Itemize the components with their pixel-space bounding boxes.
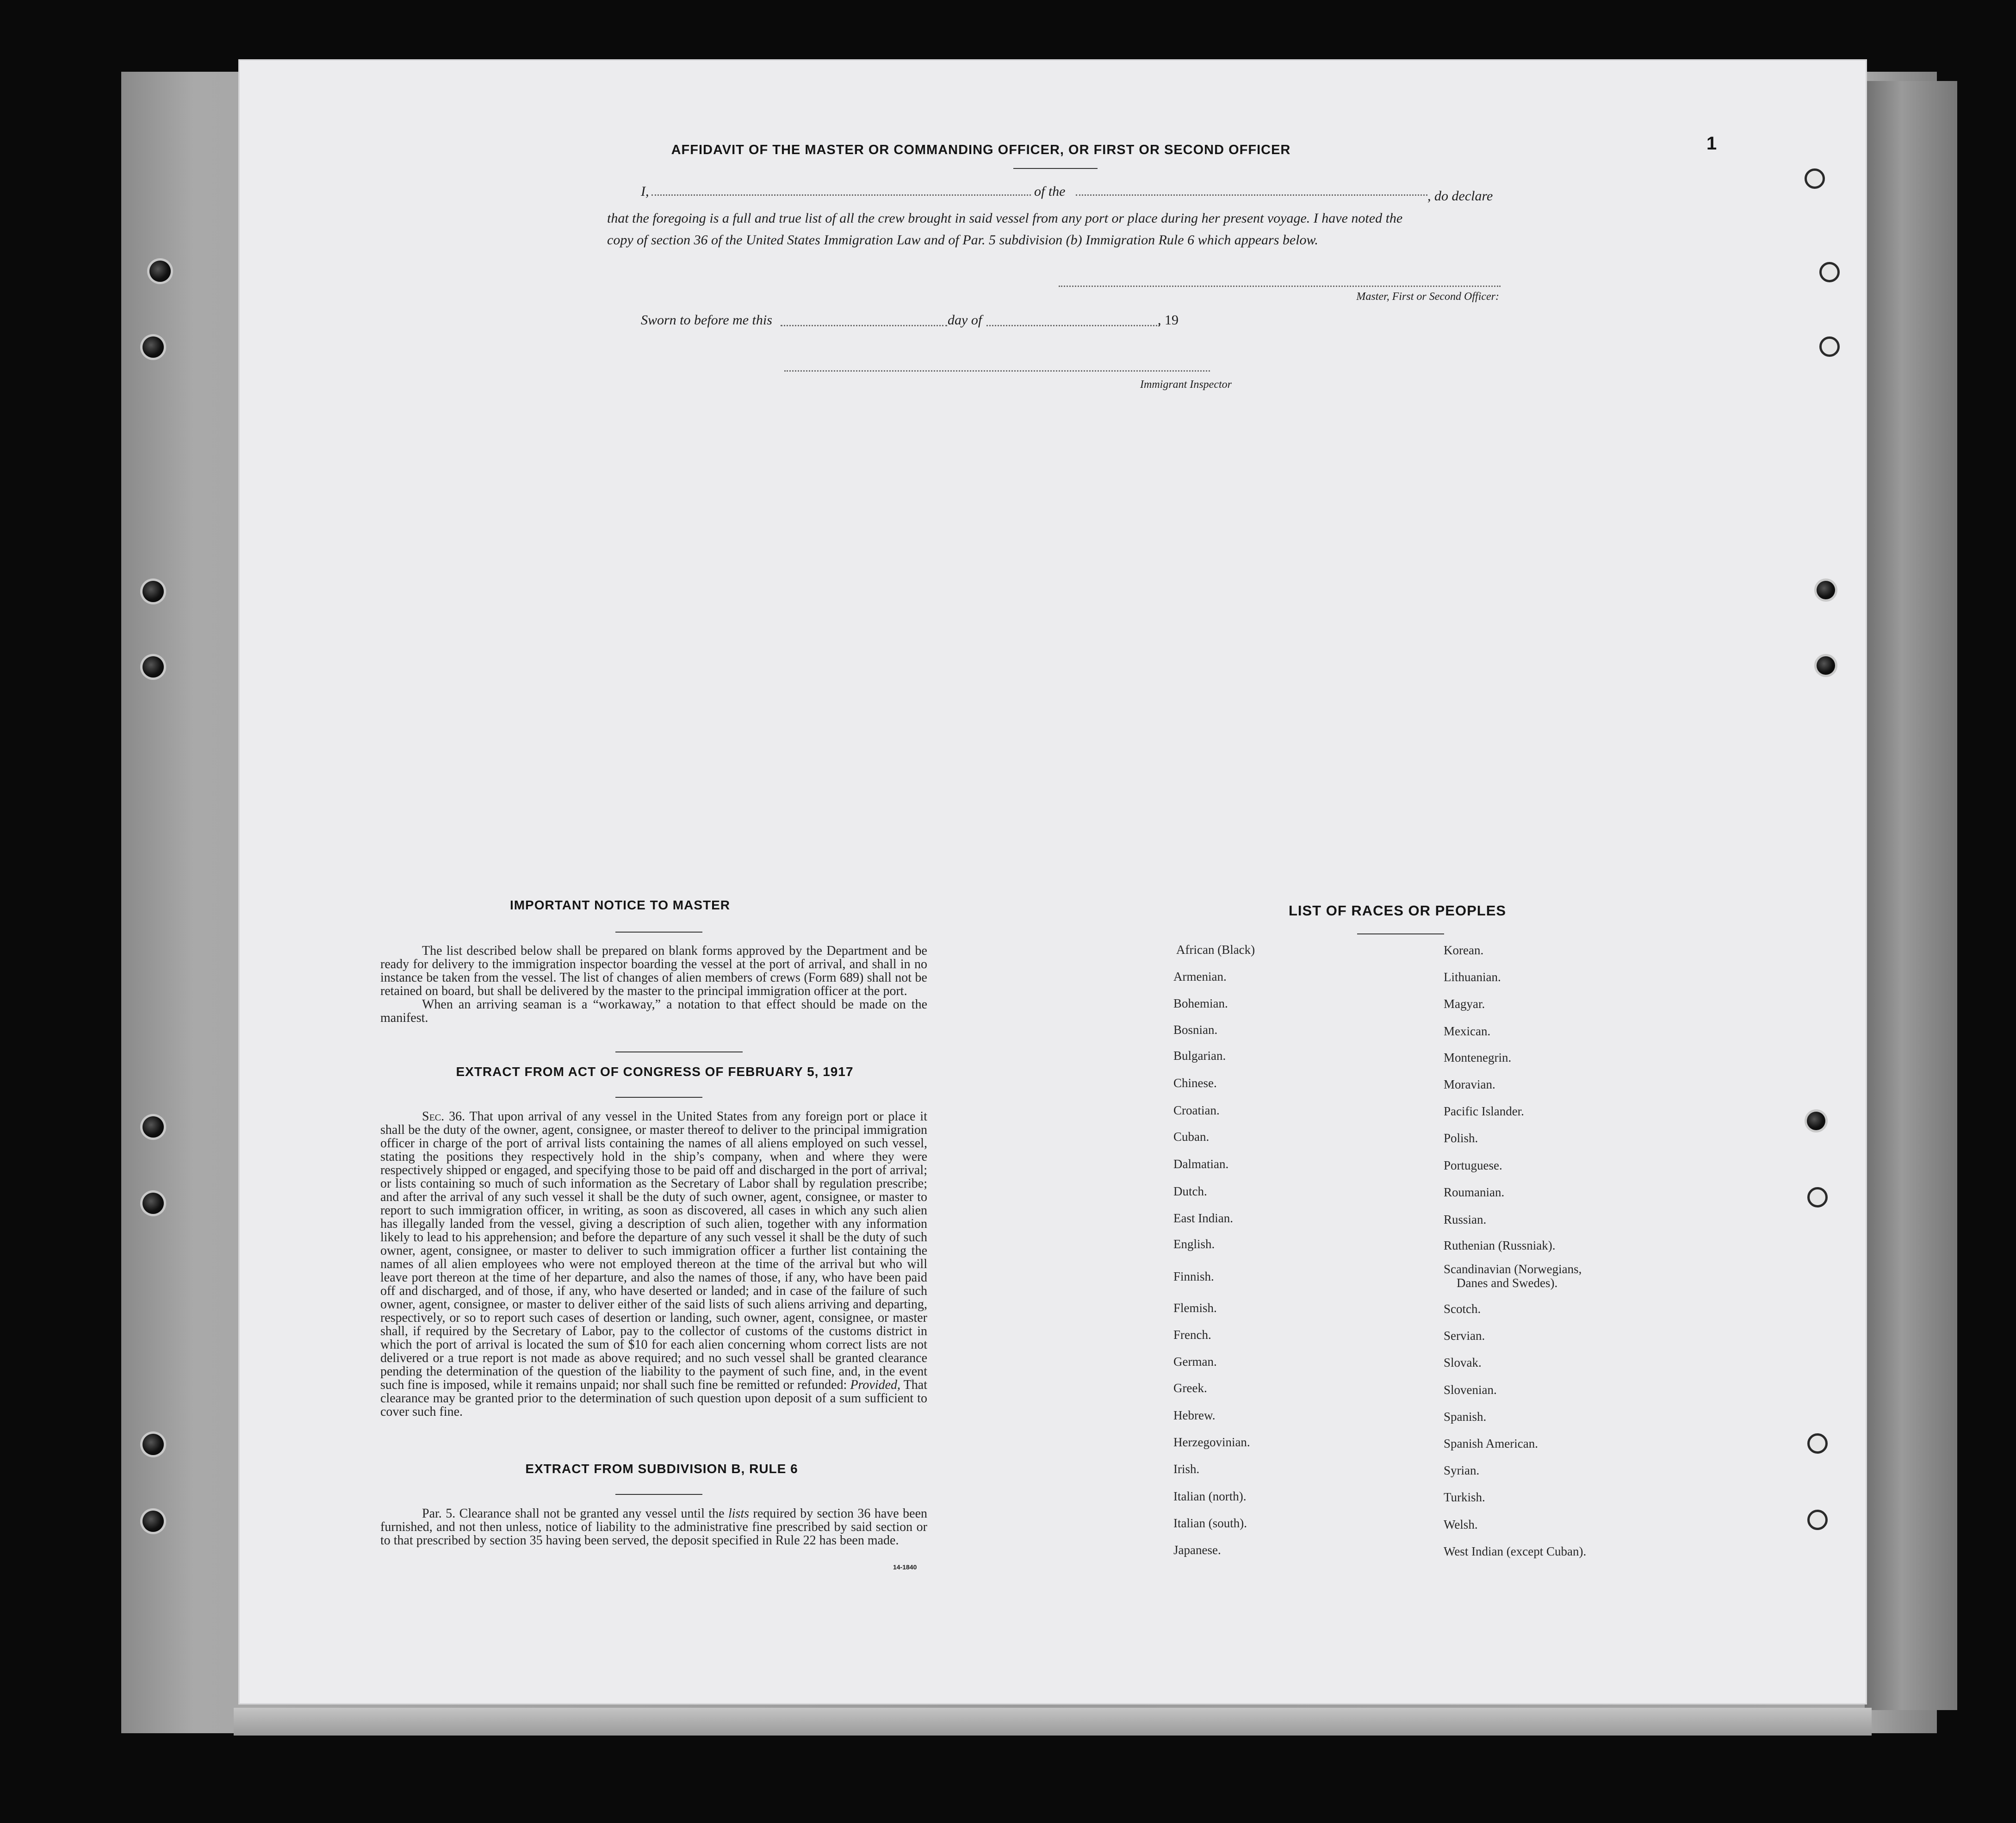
affidavit-i: I, <box>641 184 649 199</box>
extract-rule-title: EXTRACT FROM SUBDIVISION B, RULE 6 <box>525 1462 798 1476</box>
race-left-item: Finnish. <box>1173 1269 1214 1283</box>
race-left-item: Hebrew. <box>1173 1408 1216 1422</box>
form-page <box>238 59 1867 1705</box>
par-5-lists: lists <box>728 1506 750 1521</box>
race-left-item: Flemish. <box>1173 1301 1217 1315</box>
notice-title-rule <box>615 932 702 933</box>
race-left-item: Bulgarian. <box>1173 1049 1226 1063</box>
race-left-item: Armenian. <box>1173 970 1227 983</box>
notice-divider <box>615 1051 743 1052</box>
affidavit-line2: that the foregoing is a full and true list of all the crew brought in said vessel from any port or place during her present voyage. I have noted the <box>607 211 1403 226</box>
race-left-item: Italian (south). <box>1173 1516 1247 1530</box>
master-signature-label: Master, First or Second Officer: <box>1356 291 1499 303</box>
race-left-item: Italian (north). <box>1173 1489 1247 1503</box>
race-right-item: Scotch. <box>1444 1302 1481 1316</box>
race-right-item: Spanish American. <box>1444 1437 1538 1450</box>
binder-hole <box>143 1434 164 1455</box>
race-right-item: Slovenian. <box>1444 1383 1497 1397</box>
affidavit-declare: , do declare <box>1427 188 1493 204</box>
section-36-text: That upon arrival of any vessel in the United States from any foreign port or place it shall be the duty of the owner, agent, consignee, or master thereof to deliver to the principal immigration officer in charge of the port of arrival lists containing the names of all aliens employed on such vessel, stating the positions they respectively hold in the ship’s company, when and where they were respectively shipped or engaged, and specifying those to be paid off and discharged in the port of arrival; or lists containing so much of such information as the Secretary of Labor shall by regulation prescribe; and after the arrival of any such vessel it shall be the duty of such owner, agent, consignee, or master to report to such immigration officer, in writing, as soon as discovered, all cases in which any such alien has illegally landed from the vessel, giving a description of such alien, together with any information likely to lead to his apprehension; and before the departure of any such vessel it shall be the duty of such owner, agent, consignee, or master to deliver to such immigration officer a further list containing the names of all alien employees who were not employed thereon at the time of the arrival but who will leave port thereon at the time of her departure, and also the names of those, if any, who have been paid off and discharged, and of those, if any, who have deserted or landed; and in case of the failure of such owner, agent, consignee, or master to deliver either of the said lists of such aliens arriving and departing, respectively, or so to report such cases of desertion or landing, such owner, agent, consignee, or master shall, if required by the Secretary of Labor, pay to the collector of customs of the customs district in which the port of arrival is located the sum of $10 for each alien concerning whom correct lists are not delivered or a true report is not made as above required; and no such vessel shall be granted clearance pending the determination of the question of the liability to the payment of such fine, and, in the event such fine is imposed, while it remains unpaid; nor shall such fine be remitted or refunded: <box>380 1109 927 1392</box>
race-left-item: African (Black) <box>1176 943 1255 957</box>
section-36-provided: Provided, <box>850 1378 901 1392</box>
races-title-rule <box>1357 933 1444 934</box>
page-hole <box>1807 1187 1828 1207</box>
sworn-year: , 19 <box>1158 312 1179 328</box>
sworn-label: Sworn to before me this <box>641 312 772 328</box>
race-right-item: Lithuanian. <box>1444 970 1501 984</box>
race-left-item: East Indian. <box>1173 1211 1233 1225</box>
page-hole <box>1805 168 1825 189</box>
race-right-item: Turkish. <box>1444 1490 1485 1504</box>
binder-hole <box>143 1193 164 1214</box>
race-right-item: Portuguese. <box>1444 1158 1502 1172</box>
race-right-item: Roumanian. <box>1444 1185 1505 1199</box>
sworn-month-blank[interactable] <box>986 325 1160 326</box>
inspector-label: Immigrant Inspector <box>1140 379 1232 391</box>
notice-paragraph-1: The list described below shall be prepared on blank forms approved by the Department and be ready for delivery to the immigration inspector boarding the vessel at the port of arrival, and shall in no instance be taken from the vessel. The list of changes of alien members of crews (Form 689) shall not be retained on board, but shall be delivered by the master to the principal immigration officer at the port. <box>380 944 927 998</box>
race-left-item: Chinese. <box>1173 1076 1217 1090</box>
affidavit-line3: copy of section 36 of the United States Immigration Law and of Par. 5 subdivision (b) Immigration Rule 6 which appears below. <box>607 232 1318 248</box>
affidavit-title-rule <box>1013 168 1098 169</box>
page-hole <box>1807 1112 1825 1130</box>
race-left-item: French. <box>1173 1328 1211 1342</box>
section-36-paragraph <box>380 1110 927 1419</box>
race-left-item: German. <box>1173 1355 1217 1369</box>
race-right-item: Spanish. <box>1444 1410 1487 1424</box>
race-left-item: Bosnian. <box>1173 1023 1218 1037</box>
extract-act-title-rule <box>615 1097 702 1098</box>
race-left-item: Irish. <box>1173 1462 1200 1476</box>
race-left-item: Herzegovinian. <box>1173 1435 1250 1449</box>
race-right-item: Syrian. <box>1444 1463 1480 1477</box>
race-right-item: Ruthenian (Russniak). <box>1444 1238 1556 1252</box>
master-name-blank[interactable] <box>651 194 1031 196</box>
page-bottom-edge <box>234 1708 1872 1736</box>
race-left-item: Croatian. <box>1173 1103 1220 1117</box>
race-left-item: Cuban. <box>1173 1130 1210 1144</box>
page-hole <box>1807 1433 1828 1454</box>
notice-paragraph-2: When an arriving seaman is a “workaway,” a notation to that effect should be made on the manifest. <box>380 997 927 1025</box>
binder-spine-right <box>1865 81 1957 1710</box>
par-5-paragraph <box>380 1507 927 1547</box>
binder-hole <box>143 336 164 358</box>
race-right-item: Mexican. <box>1444 1024 1491 1038</box>
race-right-item: Korean. <box>1444 943 1484 957</box>
form-code: 14-1840 <box>893 1563 917 1571</box>
notice-body <box>380 944 927 1025</box>
par-5-text-b: required by section 36 have been furnished, and not then unless, notice of liability to the administrative fine prescribed by said section or to that prescribed by section 35 having been served, the deposit specified in Rule 22 has been made. <box>380 1506 927 1548</box>
page-hole <box>1817 581 1835 599</box>
par-5-text-a: Par. 5. Clearance shall not be granted any vessel until the <box>422 1506 725 1521</box>
race-right-item: Servian. <box>1444 1329 1485 1343</box>
affidavit-title: AFFIDAVIT OF THE MASTER OR COMMANDING OFFICER, OR FIRST OR SECOND OFFICER <box>671 143 1291 157</box>
binder-hole <box>143 656 164 678</box>
race-left-item: Bohemian. <box>1173 996 1228 1010</box>
extract-rule-body <box>380 1507 927 1547</box>
binder-hole <box>149 261 171 282</box>
race-right-item: Scandinavian (Norwegians, <box>1444 1262 1582 1276</box>
race-right-item: Pacific Islander. <box>1444 1104 1524 1118</box>
binder-hole <box>143 1511 164 1532</box>
affidavit-of-the: of the <box>1034 184 1066 199</box>
section-36-label: Sec. 36. <box>422 1109 465 1124</box>
race-left-item: Greek. <box>1173 1381 1207 1395</box>
binder-hole <box>143 581 164 602</box>
sworn-day-blank[interactable] <box>781 325 947 326</box>
section-36-text-end: That clearance may be granted prior to the determination of such question upon deposit of a sum sufficient to cover such fine. <box>380 1378 927 1419</box>
race-right-item: Magyar. <box>1444 997 1485 1011</box>
race-left-item: Dutch. <box>1173 1184 1207 1198</box>
race-left-item: English. <box>1173 1237 1215 1251</box>
race-right-item: West Indian (except Cuban). <box>1444 1544 1587 1558</box>
race-right-item: Montenegrin. <box>1444 1051 1512 1064</box>
master-signature-line[interactable] <box>1059 286 1501 287</box>
extract-act-title: EXTRACT FROM ACT OF CONGRESS OF FEBRUARY 5, 1917 <box>456 1064 854 1079</box>
page-hole <box>1819 336 1840 357</box>
race-right-item: Moravian. <box>1444 1077 1495 1091</box>
sworn-day-of: day of <box>948 312 982 328</box>
extract-rule-title-rule <box>615 1494 702 1495</box>
race-left-item: Dalmatian. <box>1173 1157 1229 1171</box>
race-right-item: Welsh. <box>1444 1518 1478 1531</box>
notice-title: IMPORTANT NOTICE TO MASTER <box>509 898 731 912</box>
races-title: LIST OF RACES OR PEOPLES <box>1288 902 1507 919</box>
race-right-item: Slovak. <box>1444 1356 1482 1369</box>
vessel-name-blank[interactable] <box>1076 194 1427 196</box>
page-hole <box>1819 262 1840 282</box>
binder-hole <box>143 1116 164 1138</box>
race-right-item: Polish. <box>1444 1131 1478 1145</box>
page-number: 1 <box>1706 133 1718 154</box>
page-hole <box>1817 656 1835 675</box>
page-hole <box>1807 1510 1828 1530</box>
extract-act-body <box>380 1110 927 1419</box>
race-scandinavian-line2: Danes and Swedes). <box>1457 1276 1558 1290</box>
race-right-item: Russian. <box>1444 1213 1487 1226</box>
race-left-item: Japanese. <box>1173 1543 1221 1557</box>
inspector-signature-line[interactable] <box>784 370 1210 372</box>
